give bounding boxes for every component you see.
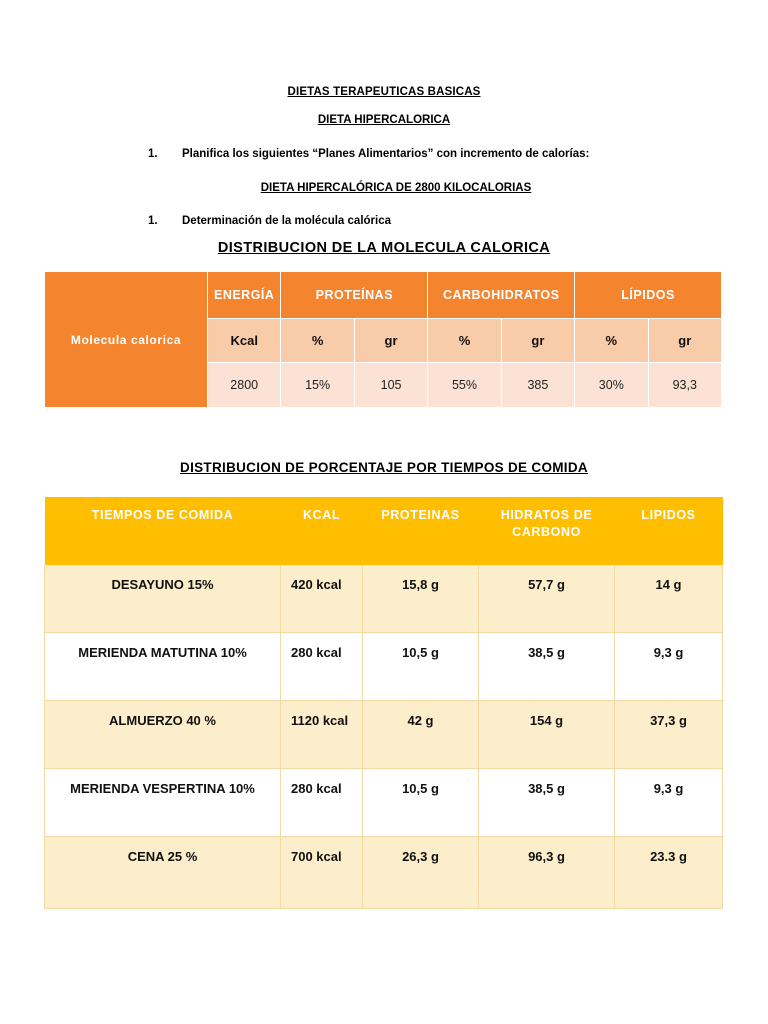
cell-tiempo: DESAYUNO 15% [45, 565, 281, 633]
cell-hidratos: 38,5 g [479, 769, 615, 837]
header-proteinas: PROTEINAS [363, 497, 479, 565]
sub-header-kcal: Kcal [208, 319, 281, 363]
section-title-molecula-text: DISTRIBUCION DE LA MOLECULA CALORICA [217, 240, 551, 256]
sub-header-lipidos-pct: % [575, 319, 648, 363]
group-header-proteinas: PROTEÍNAS [281, 272, 428, 319]
value-carbohidratos-pct: 55% [428, 363, 501, 408]
sub-header-lipidos-gr: gr [648, 319, 721, 363]
cell-kcal: 420 kcal [281, 565, 363, 633]
cell-proteinas: 10,5 g [363, 769, 479, 837]
cell-proteinas: 10,5 g [363, 633, 479, 701]
cell-hidratos: 154 g [479, 701, 615, 769]
header-hidratos-de-carbono: HIDRATOS DE CARBONO [479, 497, 615, 565]
document-subtitle [0, 98, 768, 126]
cell-kcal: 1120 kcal [281, 701, 363, 769]
step-number: 1. [148, 215, 158, 227]
group-header-carbohidratos: CARBOHIDRATOS [428, 272, 575, 319]
group-header-lipidos: LÍPIDOS [575, 272, 722, 319]
cell-proteinas: 15,8 g [363, 565, 479, 633]
cell-lipidos: 23.3 g [615, 837, 723, 909]
table-molecula-wrapper [0, 256, 768, 408]
cell-hidratos: 57,7 g [479, 565, 615, 633]
diet-heading [0, 160, 768, 194]
cell-tiempo: MERIENDA VESPERTINA 10% [45, 769, 281, 837]
value-lipidos-pct: 30% [575, 363, 648, 408]
document-title [0, 0, 768, 98]
cell-lipidos: 9,3 g [615, 633, 723, 701]
document-title-text: DIETAS TERAPEUTICAS BASICAS [287, 86, 481, 98]
header-tiempos-de-comida: TIEMPOS DE COMIDA [45, 497, 281, 565]
value-proteinas-gr: 105 [354, 363, 427, 408]
table-molecula-calorica [44, 271, 722, 408]
step-line [0, 194, 768, 227]
group-header-energia: ENERGÍA [208, 272, 281, 319]
section-title-molecula [0, 227, 768, 256]
cell-proteinas: 42 g [363, 701, 479, 769]
table-row [45, 633, 723, 701]
cell-tiempo: CENA 25 % [45, 837, 281, 909]
step-text: Determinación de la molécula calórica [182, 215, 391, 227]
cell-hidratos: 38,5 g [479, 633, 615, 701]
cell-tiempo: MERIENDA MATUTINA 10% [45, 633, 281, 701]
cell-proteinas: 26,3 g [363, 837, 479, 909]
table-row [45, 837, 723, 909]
cell-hidratos: 96,3 g [479, 837, 615, 909]
cell-lipidos: 14 g [615, 565, 723, 633]
table-row [45, 701, 723, 769]
sub-header-carbohidratos-gr: gr [501, 319, 574, 363]
section-title-tiempos-text: DISTRIBUCION DE PORCENTAJE POR TIEMPOS DE COMIDA [180, 460, 588, 475]
instruction-line [0, 126, 768, 160]
diet-heading-text: DIETA HIPERCALÓRICA DE 2800 KILOCALORIAS [260, 182, 532, 194]
value-kcal: 2800 [208, 363, 281, 408]
cell-lipidos: 9,3 g [615, 769, 723, 837]
sub-header-proteinas-pct: % [281, 319, 354, 363]
cell-kcal: 280 kcal [281, 633, 363, 701]
value-lipidos-gr: 93,3 [648, 363, 721, 408]
table-tiempos-de-comida [44, 497, 723, 909]
molecula-row-label: Molecula calorica [45, 272, 208, 408]
sub-header-proteinas-gr: gr [354, 319, 427, 363]
cell-lipidos: 37,3 g [615, 701, 723, 769]
header-kcal: KCAL [281, 497, 363, 565]
table-tiempos-wrapper [0, 475, 768, 909]
document-subtitle-text: DIETA HIPERCALORICA [317, 114, 451, 126]
section-title-tiempos [0, 408, 768, 475]
instruction-number: 1. [148, 148, 158, 160]
table-row-group-headers [45, 272, 722, 319]
value-carbohidratos-gr: 385 [501, 363, 574, 408]
instruction-text: Planifica los siguientes “Planes Alimentarios” con incremento de calorías: [182, 148, 590, 160]
cell-kcal: 700 kcal [281, 837, 363, 909]
cell-tiempo: ALMUERZO 40 % [45, 701, 281, 769]
header-lipidos: LIPIDOS [615, 497, 723, 565]
table-header-row [45, 497, 723, 565]
value-proteinas-pct: 15% [281, 363, 354, 408]
cell-kcal: 280 kcal [281, 769, 363, 837]
table-row [45, 769, 723, 837]
table-row [45, 565, 723, 633]
sub-header-carbohidratos-pct: % [428, 319, 501, 363]
